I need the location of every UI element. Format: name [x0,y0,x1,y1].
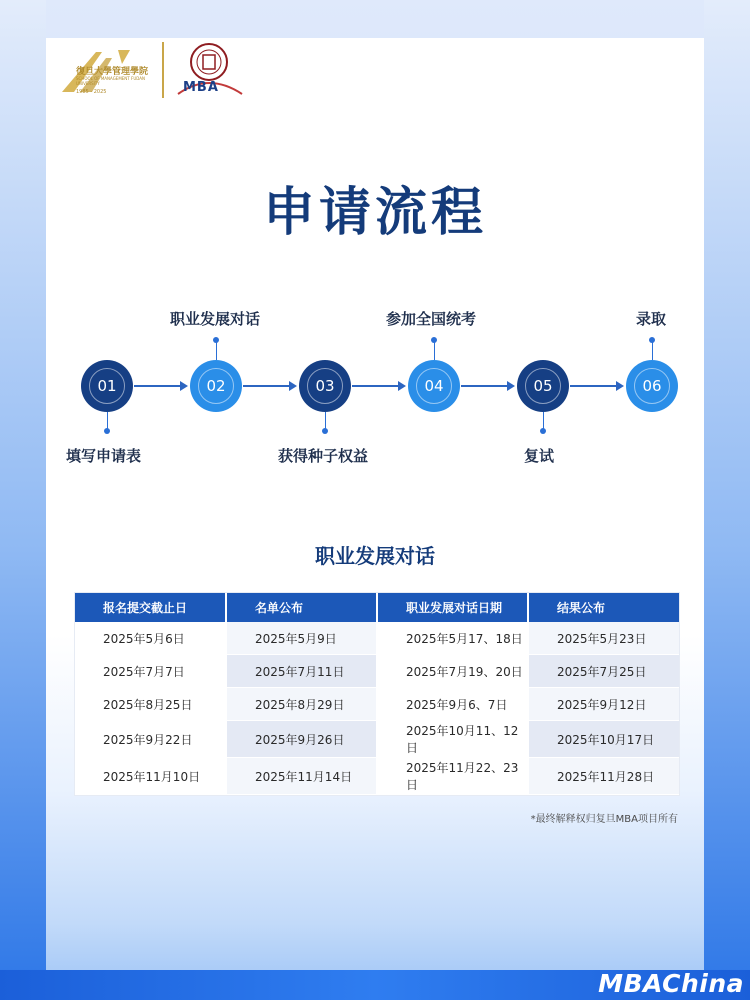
flow-arrow [352,385,404,387]
table-row [75,622,679,655]
schedule-table [75,593,679,795]
step-connector [216,342,217,360]
table-cell: 2025年7月25日 [528,655,679,688]
table-cell: 2025年5月17、18日 [377,622,528,655]
table-cell: 2025年11月10日 [75,758,226,795]
step-03-label: 获得种子权益 [278,447,369,465]
step-dot [104,428,110,434]
step-03-circle [299,360,351,412]
step-dot [649,337,655,343]
watermark: MBAChina [598,969,744,998]
table-cell: 2025年5月23日 [528,622,679,655]
step-connector [434,342,435,360]
table-cell: 2025年5月9日 [226,622,377,655]
footnote: *最终解释权归复旦MBA项目所有 [530,814,678,825]
mba-logo-text: MBA [183,80,219,95]
step-02-circle [190,360,242,412]
table-cell: 2025年9月6、7日 [377,688,528,721]
school-logo [58,46,158,98]
table-cell: 2025年8月29日 [226,688,377,721]
flow-arrow [461,385,513,387]
step-01-circle [81,360,133,412]
step-dot [322,428,328,434]
table-cell: 2025年7月7日 [75,655,226,688]
step-number: 05 [533,377,553,395]
column-header: 结果公布 [528,593,679,622]
flow-arrow [134,385,186,387]
step-06-circle [626,360,678,412]
table-cell: 2025年8月25日 [75,688,226,721]
step-number: 03 [315,377,335,395]
step-number: 04 [424,377,444,395]
table-cell: 2025年11月14日 [226,758,377,795]
table-cell: 2025年7月11日 [226,655,377,688]
step-06-label: 录取 [636,310,667,328]
table-cell: 2025年10月17日 [528,721,679,758]
column-header: 职业发展对话日期 [377,593,528,622]
table-cell: 2025年5月6日 [75,622,226,655]
table-cell: 2025年11月28日 [528,758,679,795]
table-cell: 2025年9月22日 [75,721,226,758]
flow-arrow [243,385,295,387]
table-header-row [75,593,679,622]
table-row [75,655,679,688]
school-logo-en: SCHOOL OF MANAGEMENT FUDAN UNIVERSITY [76,76,145,86]
step-dot [540,428,546,434]
step-05-label: 复试 [524,447,555,465]
table-row [75,758,679,795]
table-cell: 2025年10月11、12日 [377,721,528,758]
step-01-label: 填写申请表 [66,447,142,465]
school-logo-years: 1985 - 2025 [76,89,107,95]
section-title: 职业发展对话 [315,544,435,568]
table-cell: 2025年7月19、20日 [377,655,528,688]
table-cell: 2025年9月12日 [528,688,679,721]
page-title: 申请流程 [262,183,487,243]
table-row [75,721,679,758]
logo-divider [162,42,164,98]
step-connector [652,342,653,360]
column-header: 报名提交截止日 [75,593,226,622]
step-dot [431,337,437,343]
column-header: 名单公布 [226,593,377,622]
right-background-band [704,0,750,1000]
school-logo-text: 復旦大學管理學院 [76,67,149,77]
step-05-circle [517,360,569,412]
step-04-circle [408,360,460,412]
step-02-label: 职业发展对话 [170,310,261,328]
flow-arrow [570,385,622,387]
step-number: 06 [642,377,662,395]
step-04-label: 参加全国统考 [386,310,477,328]
step-number: 01 [97,377,117,395]
step-number: 02 [206,377,226,395]
table-row [75,688,679,721]
table-cell: 2025年9月26日 [226,721,377,758]
left-background-band [0,0,46,1000]
step-dot [213,337,219,343]
table-cell: 2025年11月22、23日 [377,758,528,795]
